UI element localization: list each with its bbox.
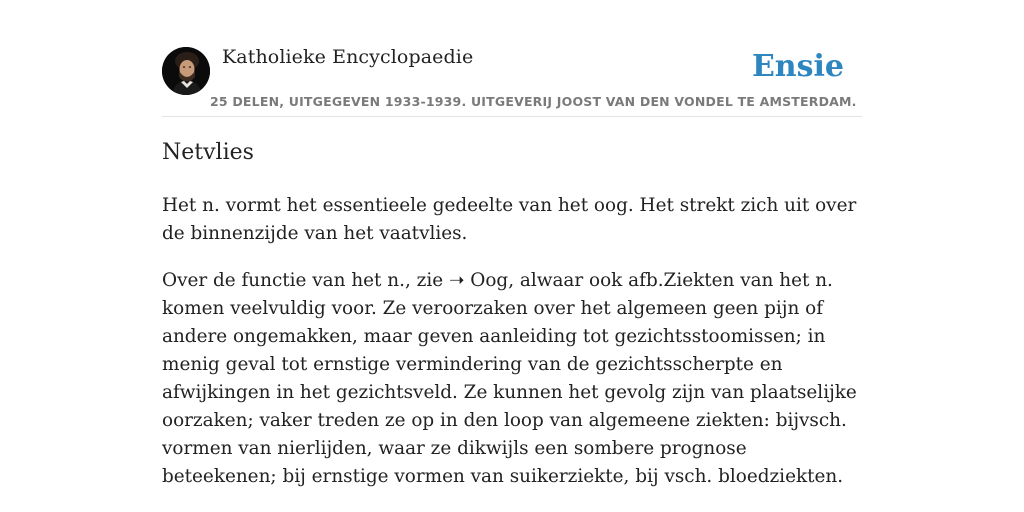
- brand-logo[interactable]: Ensie: [751, 49, 844, 84]
- arrow-right-icon: ➝: [448, 270, 465, 291]
- article-title: Netvlies: [162, 140, 254, 165]
- article-paragraph: Het n. vormt het essentieele gedeelte van het oog. Het strekt zich uit over de binnenzijde van het vaatvlies.: [162, 195, 857, 244]
- article-paragraph: [162, 267, 862, 491]
- site-header: [162, 44, 862, 117]
- book-title[interactable]: Katholieke Encyclopaedie: [222, 46, 474, 68]
- paragraph-text: , alwaar ook afb.Ziekten van het n. komen veelvuldig voor. Ze veroorzaken over het algemeen geen pijn of andere ongemakken, maar geven aanleiding tot gezichtsstoomissen; in menig geval tot ernstige vermindering van de gezichtsscherpte en afwijkingen in het gezichtsveld. Ze kunnen het gevolg zijn van plaatselijke oorzaken; vaker treden ze op in den loop van algemeene ziekten: bijvsch. vormen van nierlijden, waar ze dikwijls een sombere prognose beteekenen; bij ernstige vormen van suikerziekte, bij vsch. bloedziekten.: [162, 270, 857, 487]
- book-subtitle: 25 DELEN, UITGEGEVEN 1933-1939. UITGEVERIJ JOOST VAN DEN VONDEL TE AMSTERDAM.: [210, 94, 857, 109]
- portrait-avatar[interactable]: [162, 47, 210, 95]
- paragraph-text: Over de functie van het n., zie: [162, 270, 449, 291]
- portrait-icon: [162, 47, 210, 95]
- cross-reference-link[interactable]: Oog: [470, 270, 509, 291]
